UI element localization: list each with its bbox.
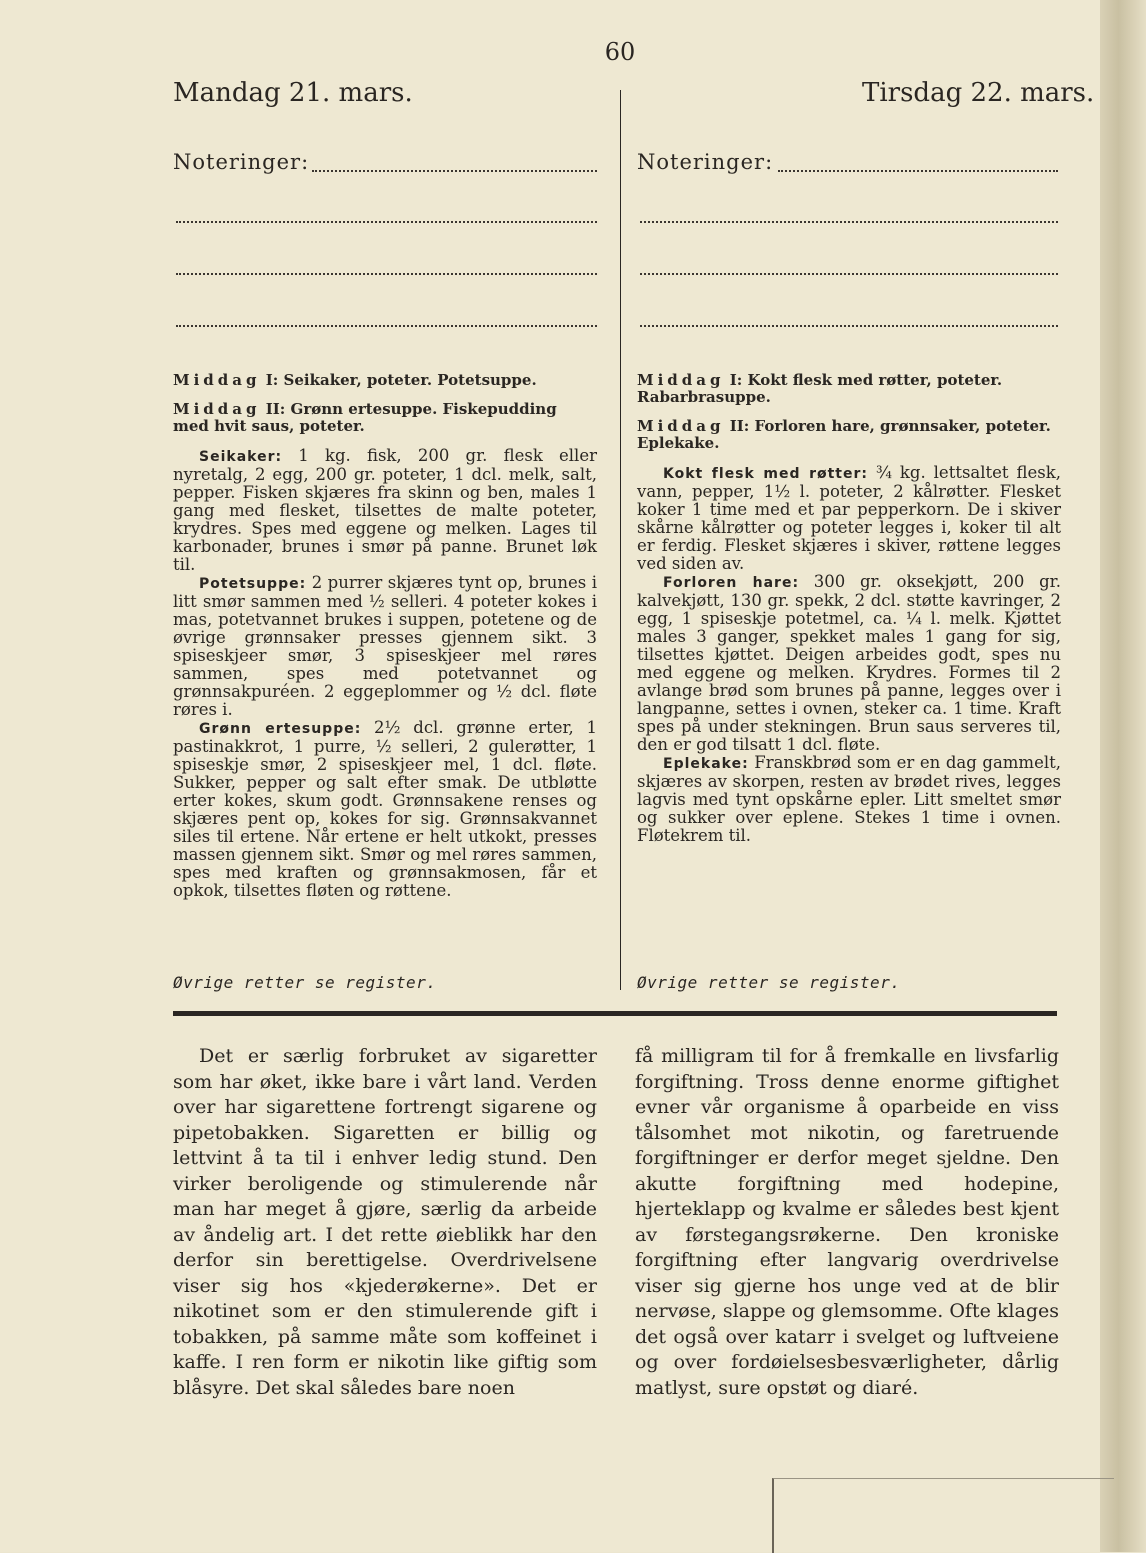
right-notes-line <box>640 271 1058 275</box>
right-notes-label: Noteringer: <box>637 150 774 174</box>
right-notes-line <box>778 168 1058 172</box>
left-recipe-column <box>173 372 597 900</box>
recipe-eplekake: Eplekake: Franskbrød som er en dag gammelt, skjæres av skorpen, resten av brødet rives, legges lagvis med tynt opskårne epler. Litt smeltet smør og sukker over eplene. Stekes 1 time i ovnen. Fløtekrem til. <box>637 753 1061 845</box>
essay-right-column: få milligram til for å fremkalle en livsfarlig forgiftning. Tross denne enorme giftighet evner vår organisme å oparbeide en viss tålsomhet mot nikotin, og faretruende forgiftninger er derfor meget sjeldne. Den akutte forgiftning med hodepine, hjerteklapp og kvalme er således best kjent av førstegangsrøkerne. Den kroniske forgiftning efter langvarig overdrivelse viser sig gjerne hos unge ved at de blir nervøse, slappe og glemsomme. Ofte klages det også over katarr i svelget og luftveiene og over fordøielsesbesværligheter, dårlig matlyst, sure opstøt og diaré. <box>635 1045 1059 1399</box>
left-see-register: Øvrige retter se register. <box>173 973 437 992</box>
right-middag-1: Middag I: Kokt flesk med røtter, poteter. Rabarbrasuppe. <box>637 371 1003 406</box>
page-number: 60 <box>604 38 636 66</box>
recipe-gronn-ertesuppe: Grønn ertesuppe: 2½ dcl. grønne erter, 1 pastinakkrot, 1 purre, ½ selleri, 2 gulerøtter, 1 spiseskje smør, 2 spiseskjeer mel, 1 dcl. fløte. Sukker, pepper og salt efter smak. De utbløtte erter kokes, skum godt. Grønnsakene renses og skjæres pent op, kokes for sig. Grønnsakvannet siles til ertene. Når ertene er helt utkokt, presses massen gjennem sikt. Smør og mel røres sammen, spes med kraften og grønnsakmosen, får et opkok, tilsettes fløten og røttene. <box>173 718 597 900</box>
recipe-forloren-hare: Forloren hare: 300 gr. oksekjøtt, 200 gr. kalvekjøtt, 130 gr. spekk, 2 dcl. støtte kavringer, 2 egg, 1 spiseskje potetmel, ca. ¼ l. melk. Kjøttet males 3 ganger, spekket males 1 gang for sig, tilsettes kjøttet. Deigen arbeides godt, spes nu med eggene og melken. Krydres. Formes til 2 avlange brød som brunes på panne, legges over i langpanne, settes i ovnen, steker ca. 1 time. Kraft spes på under stekningen. Brun saus serveres til, den er god tilsatt 1 dcl. fløte. <box>637 572 1062 754</box>
recipe-kokt-flesk: Kokt flesk med røtter: ¾ kg. lettsaltet flesk, vann, pepper, 1½ l. poteter, 2 kålrøtter. Flesket koker 1 time med et par pepperkorn. De i skiver skårne kålrøtter og poteter legges i, koker til alt er ferdig. Flesket skjæres i skiver, røttene legges ved siden av. <box>637 463 1061 573</box>
page-edge <box>1100 0 1146 1552</box>
essay-left-column: Det er særlig forbruket av sigaretter som har øket, ikke bare i vårt land. Verden over har sigarettene fortrengt sigarene og pipetobakken. Sigaretten er billig og lettvint å ta til i enhver ledig stund. Den virker beroligende og stimulerende når man har meget å gjøre, særlig da arbeide av åndelig art. I det rette øieblikk har den derfor sin berettigelse. Overdrivelsene viser sig hos «kjederøkerne». Det er nikotinet som er den stimulerende gift i tobakken, på samme måte som koffeinet i kaffe. I ren form er nikotin like giftig som blåsyre. Det skal således bare noen <box>173 1045 597 1399</box>
left-notes-label: Noteringer: <box>173 150 310 174</box>
left-notes-line <box>312 168 597 172</box>
recipe-potetsuppe: Potetsuppe: 2 purrer skjæres tynt op, brunes i litt smør sammen med ½ selleri. 4 poteter kokes i mas, potetvannet brukes i suppen, potetene og de øvrige grønnsaker presses gjennem sikt. 3 spiseskjeer smør, 3 spiseskjeer mel røres sammen, spes med potetvannet og grønnsakpuréen. 2 eggeplommer og ½ dcl. fløte røres i. <box>173 573 597 719</box>
right-recipe-column <box>637 372 1061 845</box>
right-notes-line <box>640 323 1058 327</box>
column-divider <box>620 90 621 990</box>
left-middag-1: Middag I: Seikaker, poteter. Potetsuppe. <box>173 371 537 389</box>
left-middag-2: Middag II: Grønn ertesuppe. Fiskepudding med hvit saus, poteter. <box>173 400 557 435</box>
right-day-heading: Tirsdag 22. mars. <box>862 78 1095 108</box>
right-middag-2: Middag II: Forloren hare, grønnsaker, poteter. Eplekake. <box>637 417 1051 452</box>
right-see-register: Øvrige retter se register. <box>637 973 901 992</box>
paper-tab <box>772 1478 1114 1553</box>
horizontal-rule <box>173 1011 1057 1016</box>
recipe-seikaker: Seikaker: 1 kg. fisk, 200 gr. flesk eller nyretalg, 2 egg, 200 gr. poteter, 1 dcl. melk, salt, pepper. Fisken skjæres fra skinn og ben, males 1 gang med flesket, tilsettes de malte poteter, krydres. Spes med eggene og melken. Lages til karbonader, brunes i smør på panne. Brunet løk til. <box>173 446 597 574</box>
left-day-heading: Mandag 21. mars. <box>173 78 413 108</box>
left-notes-line <box>176 323 597 327</box>
right-notes-line <box>640 219 1058 223</box>
left-notes-line <box>176 219 597 223</box>
left-notes-line <box>176 271 597 275</box>
